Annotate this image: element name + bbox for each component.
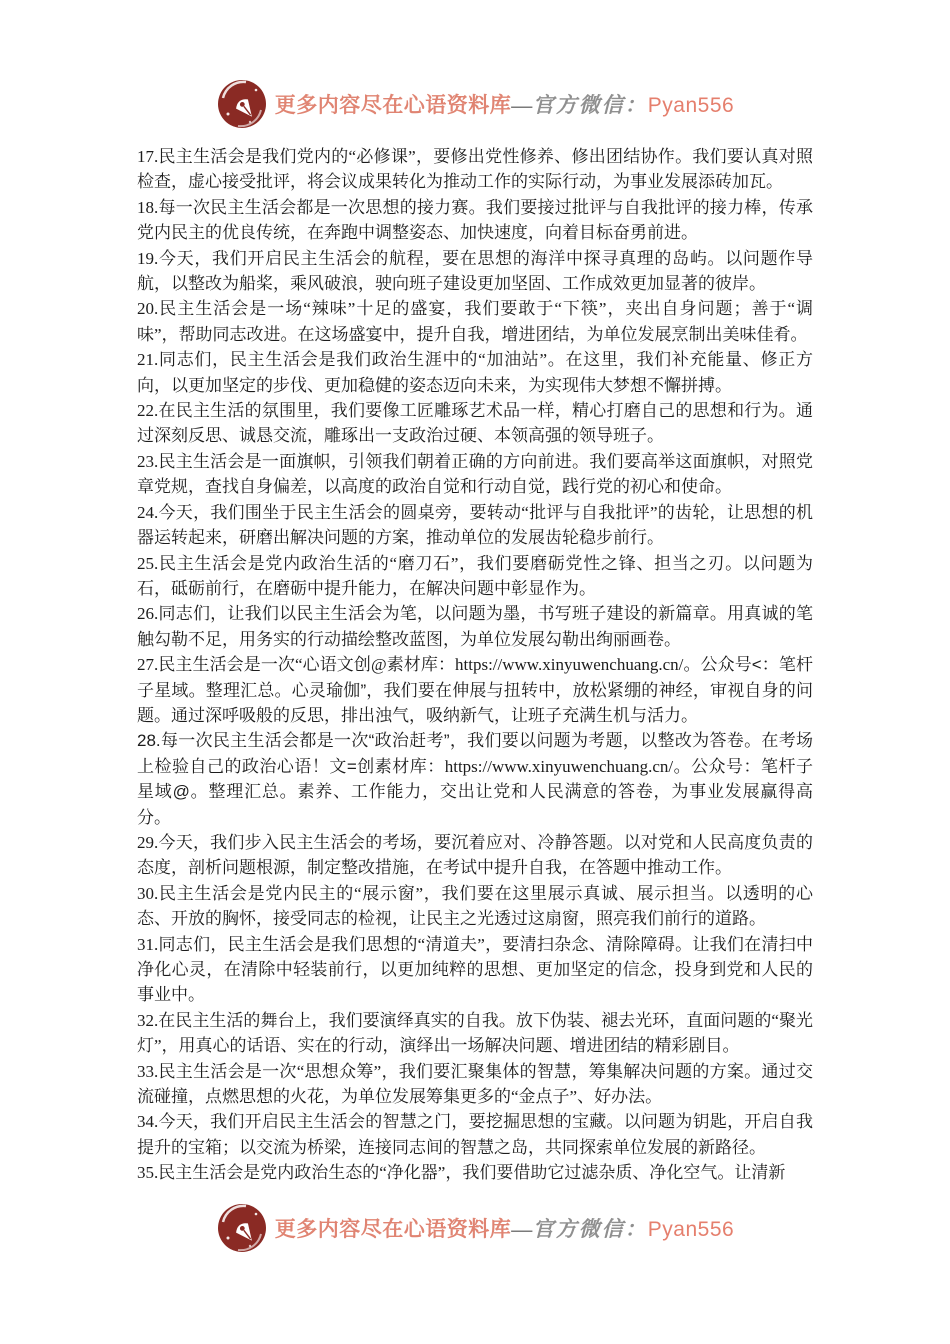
paragraph-segment: 25.民主生活会是党内政治生活的“磨刀石”，我们要磨砺党性之锋、担当之刃。以问题为石，砥砺前行，在磨砺中提升能力，在解决问题中彰显作为。 (137, 553, 813, 598)
paragraph-segment: 22.在民主生活的氛围里，我们要像工匠雕琢艺术品一样，精心打磨自己的思想和行为。通过深刻反思、诚恳交流，雕琢出一支政治过硬、本领高强的领导班子。 (137, 401, 813, 446)
paragraph-17 (137, 144, 813, 195)
paragraph-segment: 23.民主生活会是一面旗帜，引领我们朝着正确的方向前进。我们要高举这面旗帜，对照党章党规，查找自身偏差，以高度的政治自觉和行动自觉，践行党的初心和使命。 (137, 451, 813, 497)
paragraph-28 (137, 728, 813, 830)
paragraph-segment: 17.民主生活会是我们党内的“必修课”，要修出党性修养、修出团结协作。我们要认真对照检查，虚心接受批评，将会议成果转化为推动工作的实际行动，为事业发展添砖加瓦。 (137, 147, 813, 192)
watermark-header (0, 0, 950, 130)
pen-nib-circle-icon (216, 78, 268, 130)
paragraph-35 (137, 1160, 813, 1185)
paragraph-23 (137, 449, 813, 500)
paragraph-segment: 18.每一次民主生活会都是一次思想的接力赛。我们要接过批评与自我批评的接力棒，传承党内民主的优良传统，在奔跑中调整姿态、加快速度，向着目标奋勇前进。 (137, 197, 813, 243)
paragraph-segment: 20.民主生活会是一场“辣味”十足的盛宴，我们要敢于“下筷”，夹出自身问题；善于“调味”，帮助同志改进。在这场盛宴中，提升自我，增进团结，为单位发展烹制出美味佳肴。 (137, 299, 813, 344)
watermark-wechat-id: Pyan556 (647, 1217, 735, 1241)
paragraph-31 (137, 932, 813, 1008)
paragraph-19 (137, 246, 813, 297)
paragraph-segment: 27.民主生活会是一次“心语文创@素材库：https://www.xinyuwenchuang.cn/。公众 (137, 655, 735, 675)
paragraph-32 (137, 1008, 813, 1059)
paragraph-24 (137, 500, 813, 551)
paragraph-25 (137, 551, 813, 602)
paragraph-segment: 28.每一次民主生活会都是一次“政治赶考”，我们要以问题为考题，以整改为答卷。在考场上检验自己的政治心语！文=创素材库： (137, 731, 813, 776)
paragraph-segment: 24.今天，我们围坐于民主生活会的圆桌旁，要转动“批评与自我批评”的齿轮，让思想的机器运转起来，研磨出解决问题的方案，推动单位的发展齿轮稳步前行。 (137, 502, 813, 548)
document-body (137, 144, 813, 1186)
watermark-wechat-label: 官方微信： (532, 92, 648, 117)
paragraph-26 (137, 601, 813, 652)
watermark-brand-text: 更多内容尽在心语资料库 (274, 93, 512, 117)
paragraph-33 (137, 1059, 813, 1110)
paragraph-segment: 21.同志们，民主生活会是我们政治生涯中的“加油站”。在这里，我们补充能量、修正方向，以更加坚定的步伐、更加稳健的姿态迈向未来，为实现伟大梦想不懈拼搏。 (137, 350, 813, 395)
paragraph-27 (137, 652, 813, 728)
paragraph-segment: 26.同志们，让我们以民主生活会为笔，以问题为墨，书写班子建设的新篇章。用真诚的笔触勾勒不足，用务实的行动描绘整改蓝图，为单位发展勾勒出绚丽画卷。 (137, 604, 813, 649)
paragraph-segment: 号<：笔杆子星域。整理汇总。心灵瑜伽”，我们要在伸展与扭转中，放松紧绷的神经，审视自身的问题。通过深呼吸般的反思，排出浊气，吸纳新气，让班子充满生机与活力。 (137, 655, 813, 725)
paragraph-segment: 31.同志们，民主生活会是我们思想的“清道夫”，要清扫杂念、清除障碍。让我们在清扫中净化心灵，在清除中轻装前行，以更加纯粹的思想、更加坚定的信念，投身到党和人民的事业中。 (137, 934, 813, 1005)
watermark-dash: — (511, 93, 533, 117)
paragraph-34 (137, 1109, 813, 1160)
watermark-wechat-label: 官方微信： (532, 1215, 648, 1241)
paragraph-segment: 30.民主生活会是党内民主的“展示窗”，我们要在这里展示真诚、展示担当。以透明的心态、开放的胸怀，接受同志的检视，让民主之光透过这扇窗，照亮我们前行的道路。 (137, 883, 813, 929)
paragraph-segment: 34.今天，我们开启民主生活会的智慧之门，要挖掘思想的宝藏。以问题为钥匙，开启自我提升的宝箱；以交流为桥梁，连接同志间的智慧之岛，共同探索单位发展的新路径。 (137, 1112, 813, 1157)
paragraph-segment: 33.民主生活会是一次“思想众筹”，我们要汇聚集体的智慧，筹集解决问题的方案。通过交流碰撞，点燃思想的火花，为单位发展筹集更多的“金点子”、好办法。 (137, 1061, 813, 1107)
paragraph-segment: https://www.xinyuwenchuang.cn/ (444, 756, 674, 776)
paragraph-segment: 19.今天，我们开启民主生活会的航程，要在思想的海洋中探寻真理的岛屿。以问题作导航，以整改为船桨，乘风破浪，驶向班子建设更加坚固、工作成效更加显著的彼岸。 (137, 248, 813, 294)
paragraph-30 (137, 881, 813, 932)
paragraph-segment: 32.在民主生活的舞台上，我们要演绎真实的自我。放下伪装、褪去光环，直面问题的“聚光灯”，用真心的话语、实在的行动，演绎出一场解决问题、增进团结的精彩剧目。 (137, 1010, 813, 1056)
watermark-footer (0, 1202, 950, 1254)
paragraph-segment: 。公众号：笔杆子星域@。整理汇总。素养、工作能力，交出让党和人民满意的答卷，为事业发展赢得高分。 (137, 756, 813, 827)
paragraph-29 (137, 830, 813, 881)
paragraph-segment: 29.今天，我们步入民主生活会的考场，要沉着应对、冷静答题。以对党和人民高度负责的态度，剖析问题根源，制定整改措施，在考试中提升自我，在答题中推动工作。 (137, 832, 813, 878)
watermark-dash: — (511, 1216, 533, 1241)
watermark-brand-text: 更多内容尽在心语资料库 (274, 1216, 512, 1241)
watermark-wechat-id: Pyan556 (647, 94, 735, 117)
paragraph-segment: 35.民主生活会是党内政治生态的“净化器”，我们要借助它过滤杂质、净化空气。让清新 (137, 1163, 786, 1183)
paragraph-18 (137, 195, 813, 246)
paragraph-21 (137, 347, 813, 398)
paragraph-22 (137, 398, 813, 449)
pen-nib-circle-icon (216, 1202, 268, 1254)
paragraph-20 (137, 296, 813, 347)
